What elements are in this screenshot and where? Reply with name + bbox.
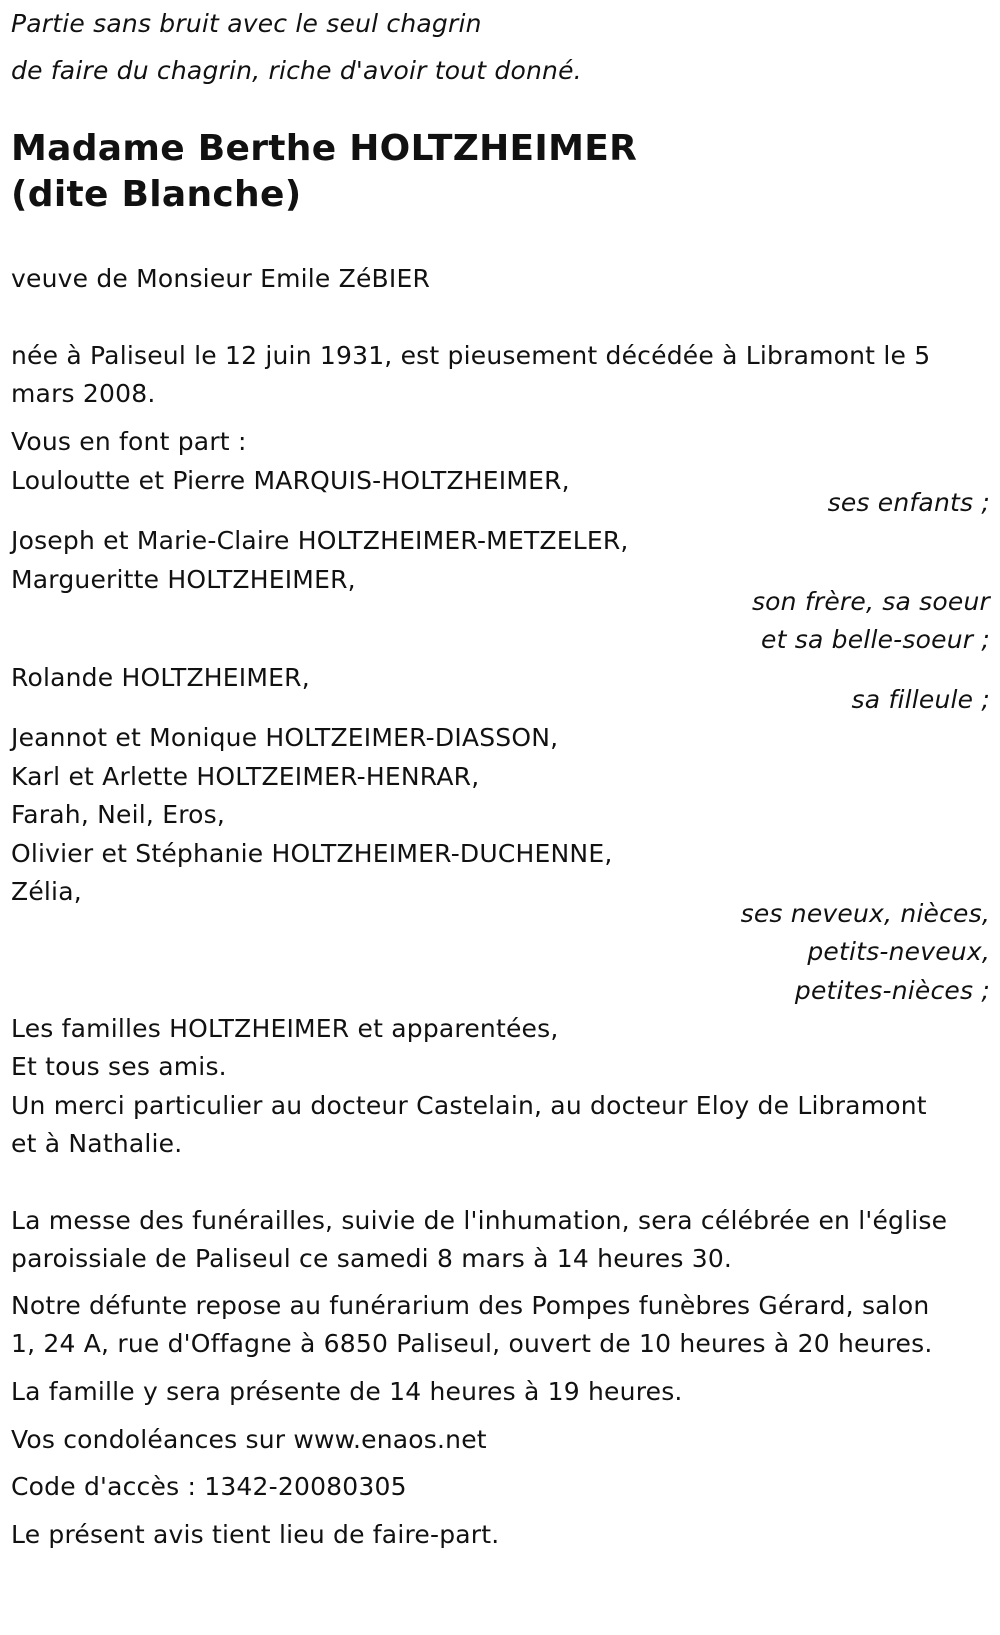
nephews-name-4: Olivier et Stéphanie HOLTZHEIMER-DUCHENNE, bbox=[11, 839, 613, 868]
children-relation: ses enfants ; bbox=[827, 488, 990, 517]
epitaph-line-2: de faire du chagrin, riche d'avoir tout donné. bbox=[11, 56, 582, 85]
nephews-name-5: Zélia, bbox=[11, 877, 82, 906]
condolences-line: Vos condoléances sur www.enaos.net bbox=[11, 1425, 487, 1454]
closing-line-4: et à Nathalie. bbox=[11, 1129, 183, 1158]
nephews-relation-3: petites-nièces ; bbox=[794, 976, 990, 1005]
birth-line-2: mars 2008. bbox=[11, 379, 156, 408]
goddaughter-name: Rolande HOLTZHEIMER, bbox=[11, 663, 310, 692]
closing-line-1: Les familles HOLTZHEIMER et apparentées, bbox=[11, 1014, 559, 1043]
mass-line-1: La messe des funérailles, suivie de l'inhumation, sera célébrée en l'église bbox=[11, 1206, 948, 1235]
notice-line: Le présent avis tient lieu de faire-part. bbox=[11, 1520, 500, 1549]
siblings-relation-2: et sa belle-soeur ; bbox=[761, 625, 990, 654]
deceased-nickname: (dite Blanche) bbox=[11, 174, 302, 215]
nephews-name-2: Karl et Arlette HOLTZEIMER-HENRAR, bbox=[11, 762, 480, 791]
mass-line-2: paroissiale de Paliseul ce samedi 8 mars à 14 heures 30. bbox=[11, 1244, 733, 1273]
nephews-relation-2: petits-neveux, bbox=[807, 937, 990, 966]
siblings-name-1: Joseph et Marie-Claire HOLTZHEIMER-METZELER, bbox=[11, 526, 629, 555]
deceased-name: Madame Berthe HOLTZHEIMER bbox=[11, 128, 638, 169]
nephews-relation-1: ses neveux, nièces, bbox=[740, 899, 990, 928]
rest-line-2: 1, 24 A, rue d'Offagne à 6850 Paliseul, ouvert de 10 heures à 20 heures. bbox=[11, 1329, 933, 1358]
closing-line-2: Et tous ses amis. bbox=[11, 1052, 227, 1081]
siblings-relation-1: son frère, sa soeur bbox=[751, 587, 990, 616]
access-code: Code d'accès : 1342-20080305 bbox=[11, 1472, 407, 1501]
closing-line-3: Un merci particulier au docteur Castelain, au docteur Eloy de Libramont bbox=[11, 1091, 927, 1120]
rest-line-1: Notre défunte repose au funérarium des Pompes funèbres Gérard, salon bbox=[11, 1291, 930, 1320]
widow-line: veuve de Monsieur Emile ZéBIER bbox=[11, 264, 431, 293]
epitaph-line-1: Partie sans bruit avec le seul chagrin bbox=[11, 9, 482, 38]
children-names: Louloutte et Pierre MARQUIS-HOLTZHEIMER, bbox=[11, 466, 570, 495]
nephews-name-3: Farah, Neil, Eros, bbox=[11, 800, 226, 829]
family-presence: La famille y sera présente de 14 heures à 19 heures. bbox=[11, 1377, 683, 1406]
goddaughter-relation: sa filleule ; bbox=[851, 685, 990, 714]
intro-line: Vous en font part : bbox=[11, 427, 247, 456]
nephews-name-1: Jeannot et Monique HOLTZEIMER-DIASSON, bbox=[11, 723, 559, 752]
birth-line-1: née à Paliseul le 12 juin 1931, est pieusement décédée à Libramont le 5 bbox=[11, 341, 931, 370]
siblings-name-2: Margueritte HOLTZHEIMER, bbox=[11, 565, 356, 594]
